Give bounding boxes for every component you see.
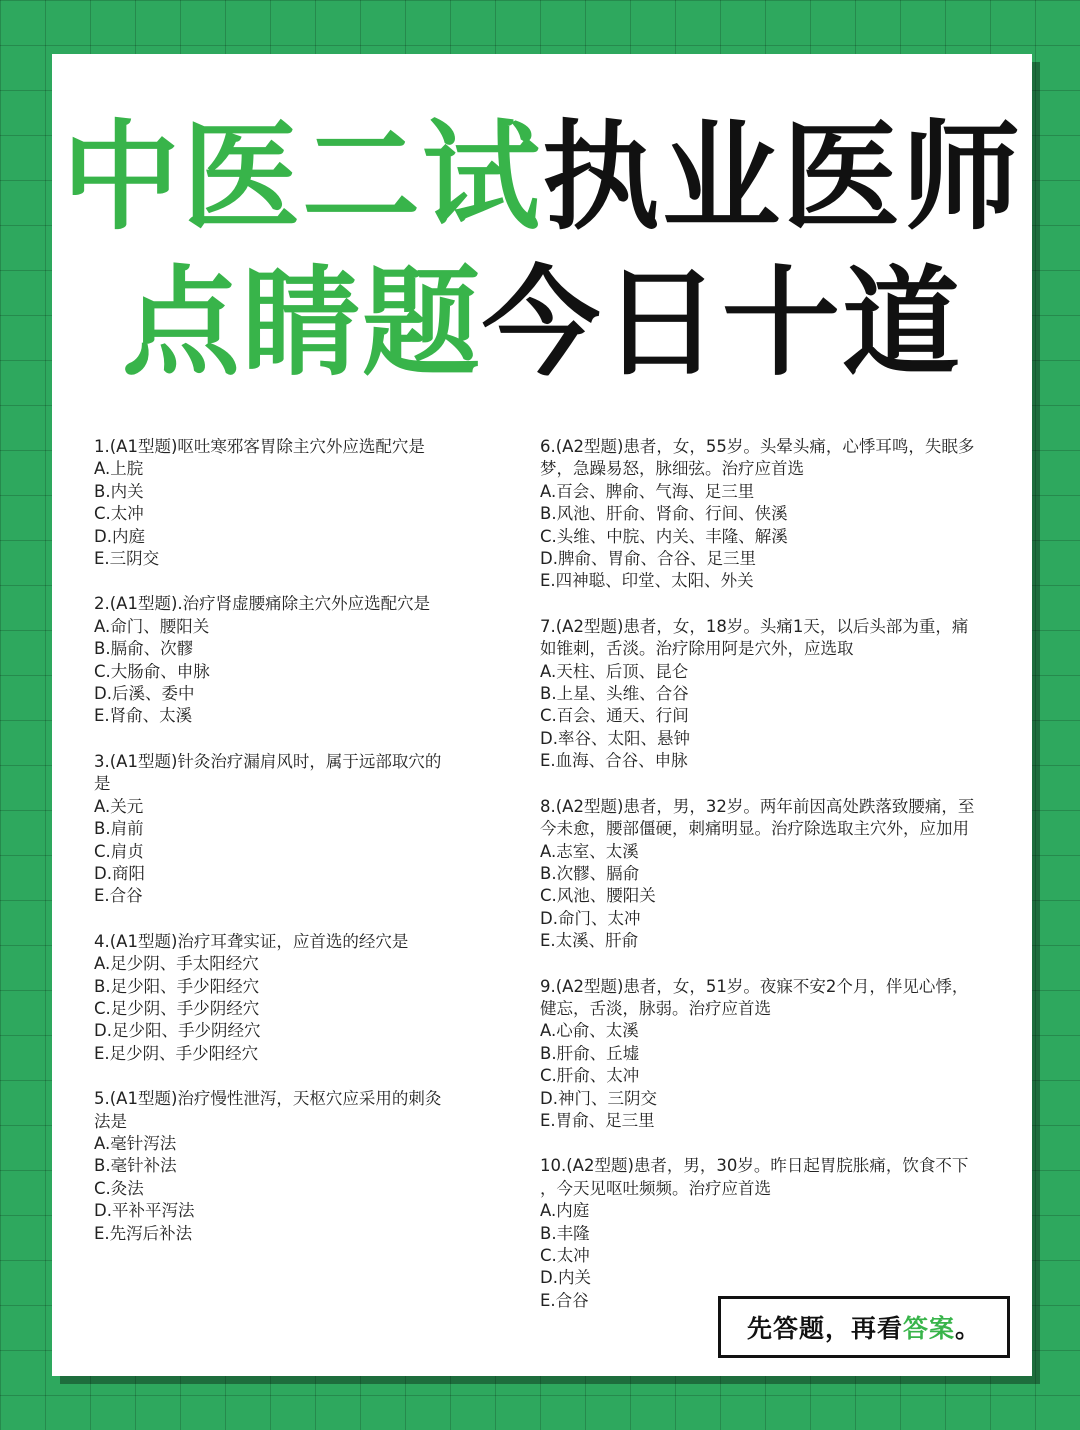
answer-option: A.关元 bbox=[94, 796, 144, 816]
answer-option: E.四神聪、印堂、太阳、外关 bbox=[540, 571, 754, 591]
question-block bbox=[540, 1155, 1000, 1312]
question-block bbox=[540, 796, 1000, 953]
answer-option: C.百会、通天、行间 bbox=[540, 706, 689, 726]
title-line2-black: 今日十道 bbox=[482, 254, 963, 392]
answer-option: B.肩前 bbox=[94, 819, 144, 839]
answer-option: A.百会、脾俞、气海、足三里 bbox=[540, 481, 755, 501]
title-line-1 bbox=[52, 108, 1032, 246]
answer-option: D.平补平泻法 bbox=[94, 1201, 195, 1221]
title-line1-black: 执业医师 bbox=[542, 108, 1023, 246]
question-stem-line: 3.(A1型题)针灸治疗漏肩风时，属于远部取穴的 bbox=[94, 751, 442, 771]
answer-option: C.太冲 bbox=[540, 1246, 590, 1265]
question-block bbox=[540, 436, 1000, 593]
answer-option: A.毫针泻法 bbox=[94, 1133, 177, 1153]
answer-option: B.膈俞、次髎 bbox=[94, 639, 194, 659]
note-suffix: 。 bbox=[955, 1314, 982, 1343]
answer-option: D.商阳 bbox=[94, 863, 145, 883]
answer-option: A.心俞、太溪 bbox=[540, 1021, 639, 1041]
title-line2-green: 点睛题 bbox=[121, 254, 482, 392]
question-stem-line: 如锥刺，舌淡。治疗除用阿是穴外，应选取 bbox=[540, 639, 854, 659]
answer-option: B.足少阳、手少阳经穴 bbox=[94, 976, 260, 996]
answer-option: C.足少阴、手少阴经穴 bbox=[94, 998, 260, 1018]
answer-option: C.大肠俞、申脉 bbox=[94, 661, 210, 681]
question-block bbox=[94, 931, 494, 1065]
answer-option: B.肝俞、丘墟 bbox=[540, 1043, 640, 1063]
answer-option: D.率谷、太阳、悬钟 bbox=[540, 728, 690, 748]
answer-option: B.毫针补法 bbox=[94, 1156, 177, 1176]
question-stem-line: 2.(A1型题).治疗肾虚腰痛除主穴外应选配穴是 bbox=[94, 594, 431, 614]
answer-option: B.内关 bbox=[94, 481, 144, 501]
answer-option: B.风池、肝俞、肾俞、行间、侠溪 bbox=[540, 504, 788, 524]
question-card bbox=[52, 54, 1032, 1376]
answer-option: D.脾俞、胃俞、合谷、足三里 bbox=[540, 549, 756, 569]
question-block bbox=[94, 593, 494, 727]
answer-option: B.上星、头维、合谷 bbox=[540, 684, 689, 704]
question-stem-line: 梦，急躁易怒，脉细弦。治疗应首选 bbox=[540, 459, 804, 479]
question-stem-line: 10.(A2型题)患者，男，30岁。昨日起胃脘胀痛，饮食不下 bbox=[540, 1156, 969, 1176]
answer-option: D.内关 bbox=[540, 1268, 591, 1288]
answer-option: C.头维、中脘、内关、丰隆、解溪 bbox=[540, 526, 788, 546]
question-block bbox=[94, 436, 494, 570]
question-stem-line: 7.(A2型题)患者，女，18岁。头痛1天，以后头部为重，痛 bbox=[540, 616, 969, 636]
answer-option: C.太冲 bbox=[94, 504, 144, 524]
answer-option: A.天柱、后顶、昆仑 bbox=[540, 661, 689, 681]
answer-option: C.灸法 bbox=[94, 1178, 144, 1198]
answer-option: C.肩贞 bbox=[94, 841, 144, 861]
question-block bbox=[540, 976, 1000, 1133]
question-stem-line: 1.(A1型题)呕吐寒邪客胃除主穴外应选配穴是 bbox=[94, 437, 425, 456]
answer-option: A.上脘 bbox=[94, 459, 144, 479]
question-stem-line: 今未愈，腰部僵硬，刺痛明显。治疗除选取主穴外，应加用 bbox=[540, 819, 969, 839]
answer-option: D.后溪、委中 bbox=[94, 684, 195, 704]
answer-option: E.太溪、肝俞 bbox=[540, 931, 639, 951]
answer-note bbox=[718, 1296, 1010, 1358]
answer-option: D.足少阳、手少阴经穴 bbox=[94, 1021, 261, 1041]
question-stem-line: 是 bbox=[94, 774, 111, 794]
answer-option: C.肝俞、太冲 bbox=[540, 1066, 640, 1086]
answer-option: E.合谷 bbox=[94, 886, 143, 906]
note-highlight: 答案 bbox=[902, 1314, 955, 1343]
answer-option: E.合谷 bbox=[540, 1290, 589, 1310]
answer-option: A.志室、太溪 bbox=[540, 841, 639, 861]
answer-option: E.血海、合谷、申脉 bbox=[540, 751, 688, 771]
question-column-left bbox=[94, 436, 494, 1268]
question-stem-line: ，今天见呕吐频频。治疗应首选 bbox=[540, 1178, 771, 1198]
title-line1-green: 中医二试 bbox=[61, 108, 542, 246]
question-column-right bbox=[540, 436, 1000, 1335]
answer-option: E.三阴交 bbox=[94, 549, 160, 569]
answer-option: E.足少阴、手少阳经穴 bbox=[94, 1043, 259, 1063]
answer-option: B.丰隆 bbox=[540, 1223, 590, 1243]
question-stem-line: 6.(A2型题)患者，女，55岁。头晕头痛，心悸耳鸣，失眠多 bbox=[540, 437, 975, 456]
answer-option: B.次髎、膈俞 bbox=[540, 863, 640, 883]
answer-option: C.风池、腰阳关 bbox=[540, 886, 656, 906]
title-line-2 bbox=[52, 254, 1032, 392]
answer-option: D.内庭 bbox=[94, 526, 145, 546]
question-stem-line: 4.(A1型题)治疗耳聋实证，应首选的经穴是 bbox=[94, 931, 409, 951]
answer-option: A.足少阴、手太阳经穴 bbox=[94, 954, 259, 974]
answer-option: D.命门、太冲 bbox=[540, 908, 641, 928]
question-block bbox=[94, 1088, 494, 1245]
question-block bbox=[540, 616, 1000, 773]
question-stem-line: 健忘，舌淡，脉弱。治疗应首选 bbox=[540, 998, 771, 1018]
question-block bbox=[94, 751, 494, 908]
answer-option: E.肾俞、太溪 bbox=[94, 706, 193, 726]
answer-option: D.神门、三阴交 bbox=[540, 1088, 657, 1108]
question-stem-line: 法是 bbox=[94, 1111, 127, 1131]
answer-option: A.内庭 bbox=[540, 1201, 590, 1221]
question-stem-line: 9.(A2型题)患者，女，51岁。夜寐不安2个月，伴见心悸， bbox=[540, 976, 969, 996]
question-stem-line: 5.(A1型题)治疗慢性泄泻，天枢穴应采用的刺灸 bbox=[94, 1089, 442, 1109]
answer-option: E.胃俞、足三里 bbox=[540, 1110, 655, 1130]
question-stem-line: 8.(A2型题)患者，男，32岁。两年前因高处跌落致腰痛，至 bbox=[540, 796, 975, 816]
answer-option: E.先泻后补法 bbox=[94, 1223, 193, 1243]
answer-option: A.命门、腰阳关 bbox=[94, 616, 210, 636]
note-prefix: 先答题，再看 bbox=[746, 1314, 903, 1343]
